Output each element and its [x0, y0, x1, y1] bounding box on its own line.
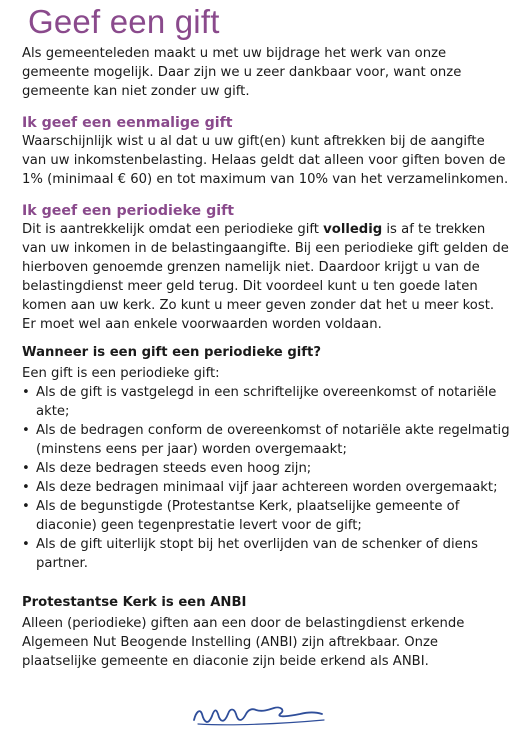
- list-item-text: Als de bedragen conform de overeenkomst of notariële akte regelmatig (minstens eens per jaar) worden overgemaakt;: [36, 423, 510, 457]
- document-page: [22, 0, 512, 671]
- list-item-text: Als deze bedragen minimaal vijf jaar achtereen worden overgemaakt;: [36, 480, 498, 495]
- section-heading-periodic: Ik geef een periodieke gift: [22, 203, 235, 219]
- periodic-text-start: Dit is aantrekkelijk omdat een periodieke gift: [22, 222, 324, 237]
- list-item: [22, 383, 512, 421]
- bullet-icon: •: [22, 385, 30, 400]
- list-item: [22, 478, 512, 497]
- section-text-periodic: [22, 220, 512, 334]
- periodic-text-end: is af te trekken van uw inkomen in de belastingaangifte. Bij een periodieke gift gelden de hierboven genoemde grenzen namelijk niet. Daardoor krijgt u van de belastingdienst meer geld terug. Dit voordeel kunt u ten goede laten komen aan uw kerk. Zo kunt u meer geven zonder dat het u meer kost. Er moet wel aan enkele voorwaarden worden voldaan.: [22, 222, 509, 332]
- section-heading-anbi: Protestantse Kerk is een ANBI: [22, 595, 247, 610]
- page-title: Geef een gift: [28, 3, 220, 40]
- bullet-icon: •: [22, 461, 30, 476]
- list-item: [22, 421, 512, 459]
- list-item-text: Als de gift uiterlijk stopt bij het overlijden van de schenker of diens partner.: [36, 537, 479, 571]
- when-lead: Een gift is een periodieke gift:: [22, 366, 220, 381]
- periodic-text-bold: volledig: [323, 222, 383, 237]
- handwritten-signature-icon: [190, 700, 330, 736]
- section-text-once: Waarschijnlijk wist u al dat u uw gift(en) kunt aftrekken bij de aangifte van uw inkomstenbelasting. Helaas geldt dat alleen voor giften boven de 1% (minimaal € 60) en tot maximum van 10% van het verzamelinkomen.: [22, 134, 509, 187]
- intro-paragraph: Als gemeenteleden maakt u met uw bijdrage het werk van onze gemeente mogelijk. Daar zijn we u zeer dankbaar voor, want onze gemeente kan niet zonder uw gift.: [22, 46, 462, 99]
- section-text-anbi: Alleen (periodieke) giften aan een door de belastingdienst erkende Algemeen Nut Beogende Instelling (ANBI) zijn aftrekbaar. Onze plaatselijke gemeente en diaconie zijn beide erkend als ANBI.: [22, 616, 465, 669]
- section-heading-once: Ik geef een eenmalige gift: [22, 115, 233, 131]
- bullet-icon: •: [22, 499, 30, 514]
- bullet-icon: •: [22, 423, 30, 438]
- section-heading-when: Wanneer is een gift een periodieke gift?: [22, 345, 321, 360]
- list-item-text: Als de begunstigde (Protestantse Kerk, plaatselijke gemeente of diaconie) geen tegenprestatie levert voor de gift;: [36, 499, 460, 533]
- bullet-icon: •: [22, 537, 30, 552]
- list-item-text: Als deze bedragen steeds even hoog zijn;: [36, 461, 312, 476]
- list-item: [22, 535, 512, 573]
- conditions-list: [22, 383, 512, 573]
- list-item: [22, 497, 512, 535]
- list-item-text: Als de gift is vastgelegd in een schriftelijke overeenkomst of notariële akte;: [36, 385, 497, 419]
- list-item: [22, 459, 512, 478]
- bullet-icon: •: [22, 480, 30, 495]
